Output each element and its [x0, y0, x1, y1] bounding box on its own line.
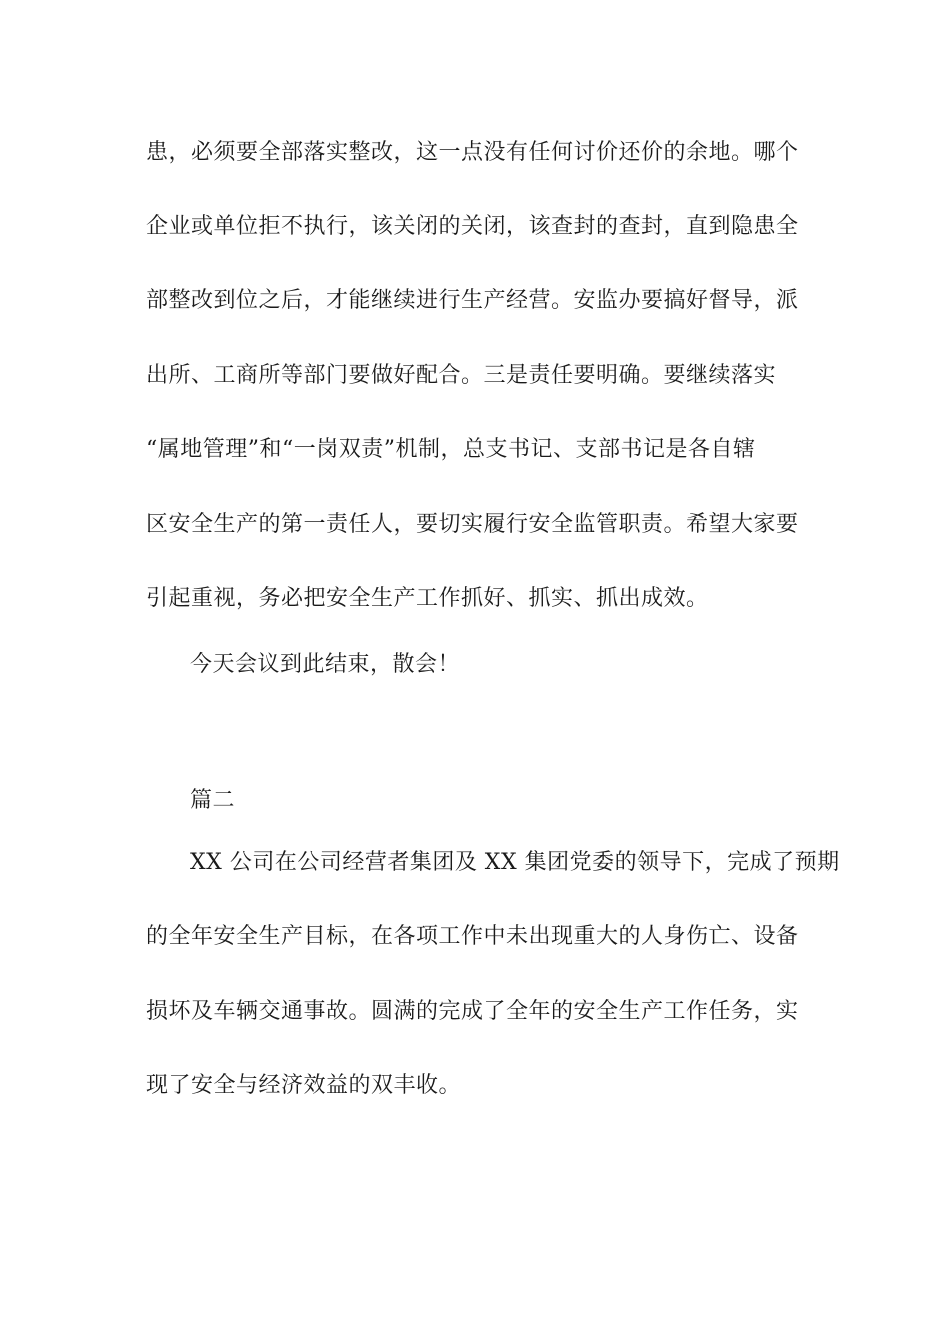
paragraph-line: XX 公司在公司经营者集团及 XX 集团党委的领导下，完成了预期 — [190, 850, 840, 875]
section-heading: 篇二 — [190, 788, 236, 813]
paragraph-line: 区安全生产的第一责任人，要切实履行安全监管职责。希望大家要 — [146, 512, 799, 537]
paragraph-line: 引起重视，务必把安全生产工作抓好、抓实、抓出成效。 — [146, 586, 709, 611]
paragraph-line: 的全年安全生产目标，在各项工作中未出现重大的人身伤亡、设备 — [146, 924, 799, 949]
paragraph-line: 现了安全与经济效益的双丰收。 — [146, 1073, 462, 1098]
paragraph-line: 损坏及车辆交通事故。圆满的完成了全年的安全生产工作任务，实 — [146, 999, 799, 1024]
paragraph-line: “属地管理”和“一岗双责”机制，总支书记、支部书记是各自辖 — [146, 437, 756, 462]
paragraph-line: 企业或单位拒不执行，该关闭的关闭，该查封的查封，直到隐患全 — [146, 214, 799, 239]
closing-line: 今天会议到此结束，散会！ — [190, 652, 461, 677]
paragraph-line: 部整改到位之后，才能继续进行生产经营。安监办要搞好督导，派 — [146, 288, 799, 313]
paragraph-line: 患，必须要全部落实整改，这一点没有任何讨价还价的余地。哪个 — [146, 140, 799, 165]
paragraph-line: 出所、工商所等部门要做好配合。三是责任要明确。要继续落实 — [146, 363, 777, 388]
